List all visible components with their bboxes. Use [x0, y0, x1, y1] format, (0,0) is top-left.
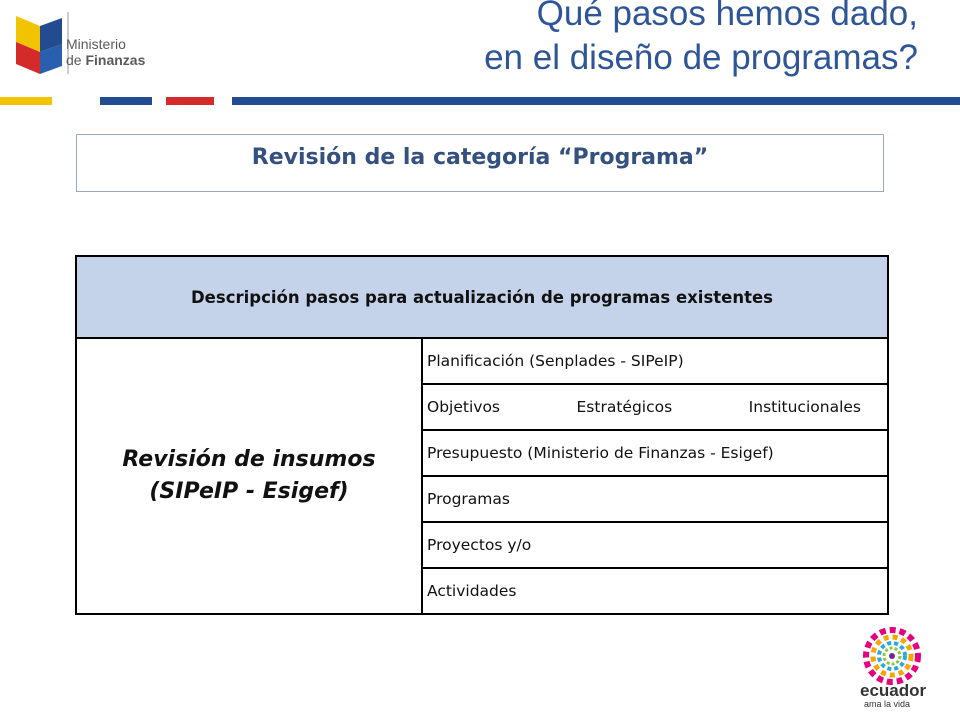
stripe-blue-2 [232, 97, 960, 105]
logo-line-2: de Finanzas [66, 52, 146, 68]
brand-text [860, 682, 926, 709]
logo-line-1: Ministerio [66, 36, 126, 52]
inputs-review-cell [76, 338, 422, 614]
table-item: Actividades [422, 568, 888, 614]
table-item: Proyectos y/o [422, 522, 888, 568]
table-row [76, 338, 888, 384]
subtitle: Revisión de la categoría “Programa” [251, 145, 709, 170]
title-line-1: Qué pasos hemos dado, [536, 0, 918, 33]
inputs-review-line-1: Revisión de insumos [122, 447, 376, 472]
table-item: Presupuesto (Ministerio de Finanzas - Esigef) [422, 430, 888, 476]
stripe-yellow [0, 97, 52, 105]
table-item: Planificación (Senplades - SIPeIP) [422, 338, 888, 384]
table-item: Programas [422, 476, 888, 522]
table-item: Objetivos Estratégicos Institucionales [422, 384, 888, 430]
table-header-row [76, 256, 888, 338]
stripe-red [166, 97, 214, 105]
inputs-review-line-2: (SIPeIP - Esigef) [149, 479, 349, 504]
brand-name: ecuador [860, 681, 927, 700]
stripe-blue-1 [100, 97, 152, 105]
steps-table [75, 255, 889, 615]
table-header: Descripción pasos para actualización de programas existentes [76, 256, 888, 338]
brand-tagline: ama la vida [864, 699, 911, 709]
logo-text [66, 36, 145, 68]
title-line-2: en el diseño de programas? [484, 38, 918, 77]
page-title [484, 0, 918, 80]
subtitle-box [76, 134, 884, 192]
